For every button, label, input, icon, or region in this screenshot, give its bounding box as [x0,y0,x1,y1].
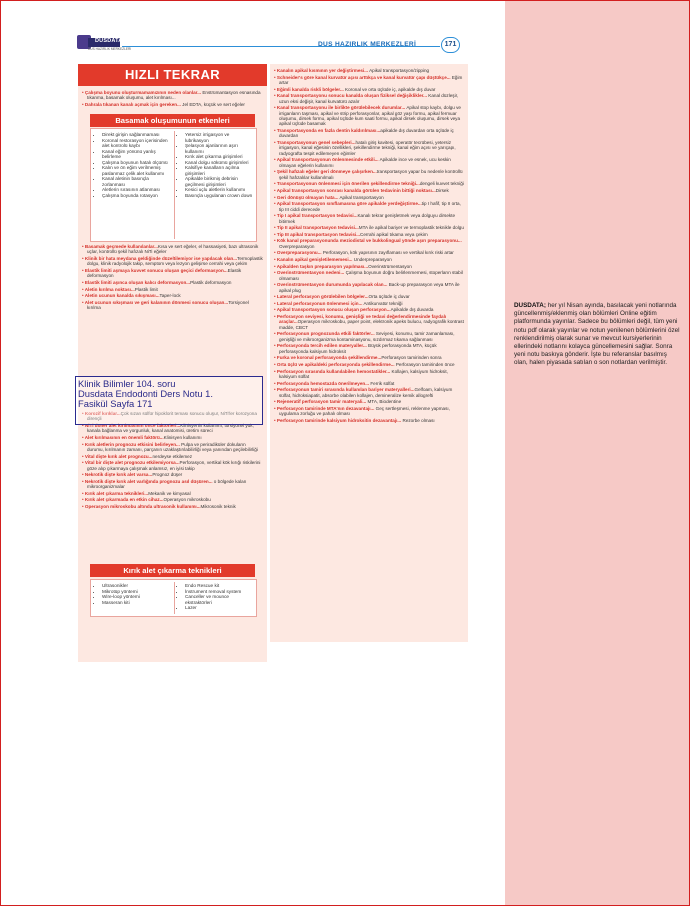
list-item: • Geri dönüşü olmayan hata... Apikal transportasyon [274,194,384,200]
list-item: • Apikal transportasyonun önlenmesinde etkili... Apikalde ince ve esnek, ucu keskin olmayan eğelerin kullanımı [274,157,451,168]
list-item: • Klinik bir hata meydana geldiğinde düzeltilemiyor ise yapılacak olan...Termoplastik dolgu, klinik radyolojik takip, semptom veya lezyon gelişirse cerrahi veya çekim [82,256,263,267]
list-item: • Kalsifiye kanalların açılma girişimleri [185,165,254,176]
list-item: • Perforasyonun prognozunda etkili faktörler... Seviyesi, konumu, tamir zamanlaması, genişliği ve mikroorganizma kontaminasyonu, sızdırmaz tıkama sağlanması [274,331,455,342]
list-item: • Kanal eğim yönünü yanlış belirleme [102,149,171,160]
list-item: • Overinstrümentasyon nedeni... Çalışma boyunun doğru belirlenmemesi, stoperların stabil olmaması [274,270,463,281]
list-item: • Kanalın apikal kısmının yer değiştirmesi... Apikal transportasyon/zipping [274,68,430,73]
list-item: • Masseran kiti [102,600,171,606]
list-item: • Mikrotüp yöntemi [102,589,171,595]
list-item: • Basamak geçmede kullanılanlar...Kısa ve sert eğeler, el hassasiyeti, bazı ultrasonik uçlar, kontrollü şekil hafızalı NiTi eğeler [82,244,259,255]
list-item: • Lateral perforasyon görülebilen bölgeler...Orta üçlüde iç duvar [274,294,410,300]
list-item: • Vital dişte kırık alet prognozu...nerdeyse etkilemez [82,453,193,459]
list-item: • Apikal transportasyon sonucu oluşan perforasyon...Apikalde dış duvarda [274,307,434,313]
list-item: • Nekrotik dişte kırık alet varsa...Prognoz düşer [82,472,183,478]
reference-overlay [75,376,263,425]
list-item: • Apikal transportasyon sonrası kanalda görülen tedavinin bittiği noktası...Dirsek [274,188,449,193]
list-item: • Transportasyonun genel sebepleri...hatalı giriş kavitesi, operatör tecrübesi, yetersiz irrigasyon, kanal eğesinin özellikleri, şekillendirme tekniği, kanal eğim açısı ve yarıçapı, radyografta tespit edilemeyen eğimler [274,140,456,156]
list-item: • Tip II apikal transportasyon tedavisi...MTA ile apikal bariyer ve termoplastik teknikle dolgu [274,225,464,231]
list-item: • Nekrotik dişte kırık alet varlığında prognozu asıl düşüren... o bölgede kalan mikroorganizmalar [82,478,247,490]
list-item: • Perforasyon tamirinde MTA'nın dezavantajı... Geç sertleşmesi, reklenme yapması, uygulama zorluğu ve pahalı olması [274,405,450,417]
list-item: • Yetersiz irrigasyon ve lubrikasyon [185,132,254,143]
list-item: • Overinstrümentasyon durumunda yapılacak olan... Back-up preparasyon veya MTA ile apikal plug [274,282,460,293]
overlay-line-1: Klinik Bilimler 104. soru [78,378,176,389]
list-item: • Endo Rescue kit [185,583,254,589]
list-item: • Kanal transportasyonu ile birlikte görülebilecek durumlar... Apikal stop kaybı, dolgu ve irriganların taşması, apikal ve strip perforasyonlar, apikal göz yaşı formu, apikal fermuar oluşumu, dirsek formu, apikal üçlüde kum saati formu, apikal dirsek oluşumu, dirsek veya apikal üçlüde basamak [274,105,461,127]
overlay-line-2: Dusdata Endodonti Ders Notu 1. [78,388,213,400]
list-item: • Çalışma boyunun hatalı ölçümü [102,160,171,166]
header-title: DUS HAZIRLIK MERKEZLERİ [318,41,417,48]
list-item: • Basınçla uygulanan crown down [185,193,254,199]
list-item: • Tip I apikal transportasyon tedavisi...Kanalı tekrar genişletmek veya dolguyu dirsekte bitirmek [274,213,456,224]
list-item: • Şelasyon ajanlarının aşırı kullanımı [185,143,254,154]
list-item: • Rejeneratif perforasyon tamir materyali... MTA, Biodentine [274,399,402,405]
kirik-table [90,579,257,617]
list-item: • Perforasyonun tamiri sırasında kullanılan bariyer materyalleri...Gelfoam, kalsiyum sülfat, hidroksiapatit, absorbe olabilen kollajen, demineralize kemik allogrefti [274,387,453,398]
list-item: • Transportasyonda en fazla dentin kaldırılması...apikalde dış duvardan orta üçlüde iç duvardan [274,128,454,139]
basamak-table [90,128,257,242]
list-item: • Ultrasonikler [102,583,171,589]
list-item: • Koronal restorasyon içerisinden alet kontrolü kaybı [102,138,171,149]
list-item: • Kök kanal preparasyonunda meziodistal ve bukkolingual yönde aşırı preparasyonu... Overpreparasyon [274,238,462,249]
side-note-brand: DUSDATA; [514,302,546,309]
list-item: • Kesici uçlu aletlerin kullanımı [185,187,254,193]
list-item: • Furka ve koronal perforasyonda şekillendirme...Perforasyon tamirinden sonra [274,355,442,361]
list-item: • Lateral perforasyonun önlenmesi için... Antikurvatür tekniği [274,300,403,306]
list-item: • Operasyon mikroskobu altında ultrasonik kullanımı...Mikrosonik teknik [82,503,236,509]
intro-list [82,90,263,109]
basamak-header: Basamak oluşumunun etkenleri [90,114,255,127]
list-item: • Transportasyonun önlenmesi için önerilen şekillendirme tekniği...dengeli kuvvet tekniği [274,181,464,187]
right-list [274,68,464,424]
list-item: • Overpreparasyonu... Perforasyon, kök yapısının zayıflaması ve vertikal kırık riski artar [274,250,454,256]
list-item: • Şekil hafızalı eğeler geri dönmeye çalışırken...transportasyon yapar bu nedenle kontrollü şekil hafızalılar kullanılmalı [274,169,463,180]
list-item: • Schneider's göre kanal kurvatür açısı arttıkça ve kanal kurvatür çapı düştükçe... Eğim artar [274,74,463,85]
list-item: • Kanalın apikal genişletilememesi... Underpreparasyon [274,256,392,262]
list-item: • Çalışma boyunda rotasyon [102,193,171,199]
page-number: 171 [441,37,460,53]
side-note [514,302,682,368]
list-item: • İnstrument removal system [185,589,254,595]
list-item: • Apikalden taşkın preparasyon yapılması...Overinstrümentasyon [274,263,412,269]
list-item: • Kırık alet çıkarma teknikleri...Mekanik ve kimyasal [82,490,191,496]
list-item: • Kırık aletlerin prognozu etkisini belirleyen... Pulpa ve periradiküler dokuların durumu, kırılmanın zamanı, parçanın uzaklaştırılabilirliği veya yanından geçilebilirliği [82,441,258,452]
list-item: • Kanal dolgu sökümü girişimleri [185,160,254,166]
list-item: • Kırık alet çıkarmada en etkin cihaz...Operasyon mikroskobu [82,497,211,503]
list-item: • Perforasyon sırasında kullanılabilen hemostatikler... Kollajen, kalsiyum hidroksit, kalsiyum sülfat [274,368,448,379]
side-note-text: her yıl Nisan ayında, basılacak yeni notlarında güncellenmiş/eklenmiş olan bölümleri Online eğitim platformunda yayınlar. Sadece bu bölümleri değil, tüm yeni notu pdf olarak yayınlar ve notun yenilenen bölümlerini özel renklendirilmiş olarak sunar ve mevcut kursiyerlerinin ellerindeki notlarını kolayca güncellemesini sağlar. Sonra yeni notu baskıya gönderir. İşte bu referanslar basılmış olan, halen piyasada satılan o son notlardan verilmiştir. [514,302,680,367]
list-item: • Kırık alet çıkarma girişimleri [185,154,254,160]
list-item: • NiTi döner alet kırılmasının önce faktörleri...Klinisyenin kullanımı, torsiyonel yük, kanala bağlanma ve yorgunluk, kanal anatomisi, üretim süreci [82,423,254,434]
list-item: • Wire-loop yöntemi [102,594,171,600]
document-page [70,34,470,632]
list-item: • Aletin kırılma noktası...Plastik limit [82,286,158,292]
list-item: • Perforasyon seviyesi, konumu, genişliği ve tedavi değerlendirmesinde faydalı araçlar...Operasyon mikroskobu, paper point, elektronik apeks bulucu, radyografik kontrast madde, CBCT [274,313,464,330]
mid-list [82,244,263,312]
list-item: • Direkt girişin sağlanmaması [102,132,171,138]
list-item: • Kalın ve ön eğim verilmemiş paslanmaz çelik alet kullanımı [102,165,171,176]
list-item: • Korozif kırıklar...Çok sızan sülfür hipoklorit teması sonucu oluşur, NiTi'ler korozyona dirençli [82,411,257,422]
list-item: • Lazer [185,605,254,611]
list-item: • Perforasyonda hemostazda önerilmeyen... Ferrik sülfat [274,380,395,386]
kirik-header: Kırık alet çıkarma teknikleri [90,564,255,577]
list-item: • Apikal transportasyon sınıflamasına göre apikalde yerdeğiştirme...tip I hafif, tip II orta, tip III ciddi derecede [274,201,461,212]
list-item: • Perforasyonda tercih edilen materyaller... Büyük perforasyonda MTA, küçük perforasyonda kalsiyum hidroksit [274,343,437,354]
dusdata-logo: DUSDATA DUS HAZIRLIK MERKEZLERİ [77,35,123,51]
page-header [70,34,470,56]
right-column [270,64,468,642]
left-column [78,64,267,662]
list-item: • Aletlerin sırasının atlanması [102,187,171,193]
list-item: • Çalışma boyunu oluşturmamamızının neden olanlar... Enstrümantasyon esnasında tıkanma, basamak oluşumu, alet kırılması... [82,90,261,101]
list-item: • Kanal transportasyonu sonucu kanalda oluşan fiziksel değişiklikler... Kanal düzleşir, uzun eksi değişir, kanal kurvatürü azalır [274,93,459,104]
list-item: • Elastik limiti aşmaya kuvvet sonucu oluşan geçici deformasyon...Elastik deformasyon [82,268,242,279]
list-item: • Eğimli kanalda riskli bölgeler... Koronal ve orta üçlüde iç, apikalde dış duvar [274,86,436,92]
list-item: • Perforasyon tamirinde kalsiyum hidroksitin dezavantajı... Rezorbe olması [274,417,435,423]
list-item: • Aletin ucunun kanalda sıkışması...Taper-lock [82,293,181,299]
list-item: • Dahrala tıkanan kanalı açmak için gereken... Jel EDTA, küçük ve sert eğeler [82,102,245,107]
list-item: • Kanal aletinin basınçla zorlanması [102,176,171,187]
list-item: • Elastik limiti aşınca oluşan kalıcı deformasyon...Plastik deformasyon [82,280,232,285]
list-item: • Orta üçlü ve apikaldeki perforasyonda şekillendirme... Perforasyon tamirinden önce [274,361,455,367]
list-item: • Tip III apikal transportasyon tedavisi...Cerrahi apikal tıkama veya çekim [274,231,428,237]
list-item: • Apikalde birikmiş debrisin geçilmesi girişimleri [185,176,254,187]
lower-list [82,411,263,511]
list-item: • Alet kırılmasının en önemli faktörü...Klinisyen kullanımı [82,435,202,440]
list-item: • Vital bir dişte alet prognozu etkilemiyorsa...Perforasyon, vertikal kök kırığı riskilerini göze alıp çıkarmaya çalışmak anlamsız, en iyisi takip [82,460,261,471]
overlay-line-3: Fasikül Sayfa 171 [78,398,153,410]
list-item: • Canceller ve mounce ekstraktörleri [185,594,254,605]
list-item: • Alet ucunun sıkışması ve geri kalanının dönmesi sonucu oluşan...Torsiyonel kırılma [82,299,249,311]
side-panel [505,1,689,905]
page-title: HIZLI TEKRAR [78,64,267,86]
